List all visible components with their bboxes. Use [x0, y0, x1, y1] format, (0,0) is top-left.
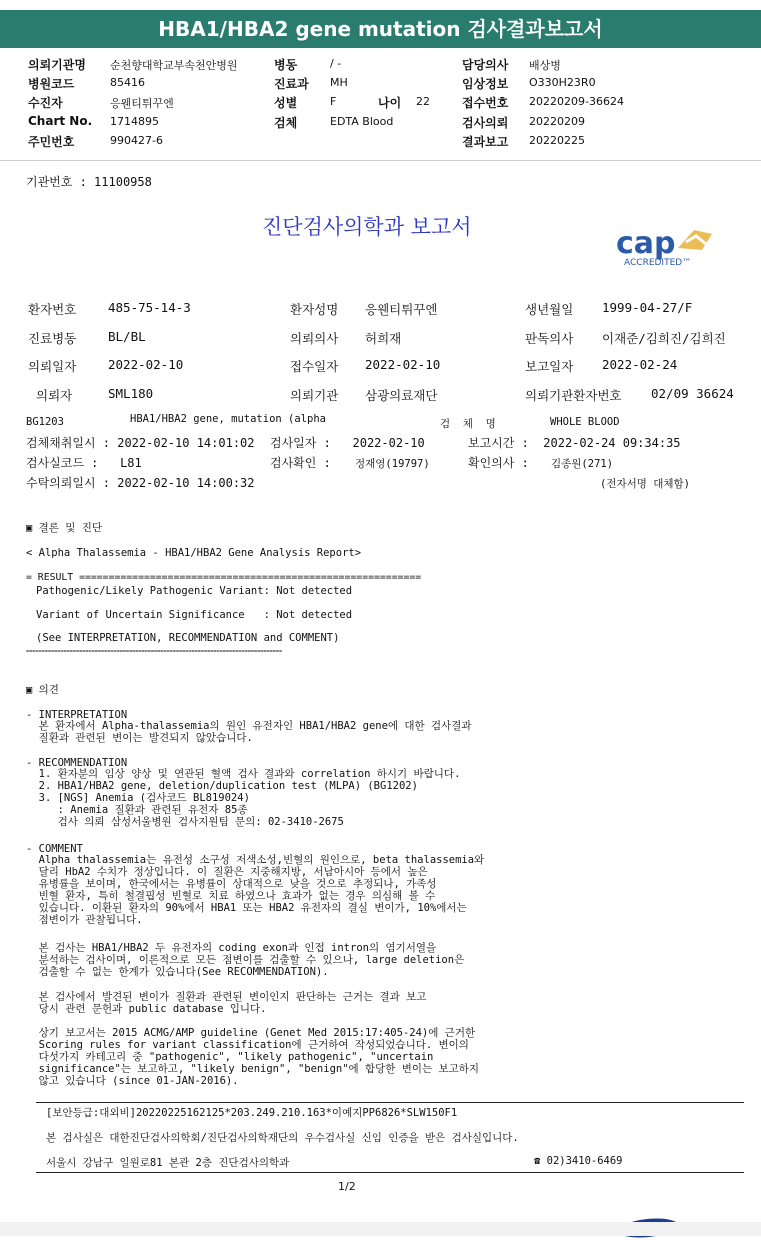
page-number: 1/2 — [338, 1180, 356, 1193]
test-confirm-value: 정재영(19797) — [355, 458, 430, 470]
text-line: 2. HBA1/HBA2 gene, deletion/duplication test (MLPA) (BG1202) — [26, 780, 418, 792]
patient-field-value: 허희재 — [365, 331, 402, 346]
text-line: 본 검사에서 발견된 변이가 질환과 관련된 변이인지 판단하는 근거는 결과 보고 — [26, 991, 427, 1003]
specimen-label: 검 체 명 — [440, 418, 496, 430]
patient-field-label: 의뢰기관 — [290, 388, 339, 403]
patient-field-value: 1999-04-27/F — [602, 300, 693, 315]
text-line: Scoring rules for variant classification에 근거하여 작성되었습니다. 변이의 — [26, 1039, 469, 1051]
header-value: 20220225 — [529, 134, 585, 147]
lab-phone: ☎ 02)3410-6469 — [534, 1155, 623, 1167]
cap-accredited-logo — [616, 222, 720, 268]
text-line: 검사 의뢰 삼성서울병원 검사지원팀 문의: 02-3410-2675 — [26, 816, 344, 828]
header-label: 임상정보 — [462, 77, 509, 91]
patient-field-label: 의뢰의사 — [290, 331, 339, 346]
certification-text: 본 검사실은 대한진단검사의학회/진단검사의학재단의 우수검사실 신임 인증을 받은 검사실입니다. — [46, 1132, 519, 1144]
text-line: 검출할 수 없는 한계가 있습니다(See RECOMMENDATION). — [26, 966, 329, 978]
patient-field-label: 생년월일 — [525, 302, 574, 317]
patient-field-label: 의뢰자 — [36, 388, 73, 403]
cap-logo-text: cap — [616, 226, 676, 261]
header-value: MH — [330, 76, 348, 89]
age-label: 나이 — [378, 96, 402, 110]
conclusion-heading: ▣ 결론 및 진단 — [26, 522, 103, 534]
lab-address: 서울시 강남구 일원로81 본관 2층 진단검사의학과 — [46, 1157, 290, 1169]
header-value: EDTA Blood — [330, 115, 394, 128]
patient-field-value: 2022-02-10 — [108, 357, 184, 372]
patient-field-label: 의뢰기관환자번호 — [525, 388, 622, 403]
institution-number: 기관번호 : 11100958 — [26, 175, 152, 189]
text-line: : Anemia 질환과 관련된 유전자 85종 — [26, 804, 248, 816]
lab-code: 검사실코드 : L81 — [26, 456, 142, 470]
patient-field-value: 2022-02-24 — [602, 357, 678, 372]
text-line: 1. 환자분의 임상 양상 및 연관된 혈액 검사 결과와 correlation 하시기 바랍니다. — [26, 768, 461, 780]
text-line: 질환과 관련된 변이는 발견되지 않았습니다. — [26, 732, 253, 744]
text-line: 본 환자에서 Alpha-thalassemia의 원인 유전자인 HBA1/HBA2 gene에 대한 검사결과 — [26, 720, 472, 732]
text-line: 유병률을 보이며, 한국에서는 유병률이 상대적으로 낮을 것으로 추정되나, 가족성 — [26, 878, 437, 890]
patient-field-label: 진료병동 — [28, 331, 77, 346]
header-label: 검체 — [274, 116, 298, 130]
header-label: 검사의뢰 — [462, 116, 509, 130]
report-title: 진단검사의학과 보고서 — [262, 215, 472, 239]
security-line: [보안등급:대외비]20220225162125*203.249.210.163*이예지PP6826*SLW150F1 — [46, 1107, 458, 1119]
header-value: O330H23R0 — [529, 76, 596, 89]
header-label: 병동 — [274, 58, 298, 72]
text-line: 점변이가 관찰됩니다. — [26, 914, 143, 926]
report-banner — [0, 0, 761, 56]
patient-field-label: 판독의사 — [525, 331, 574, 346]
collection-datetime: 검체채취일시 : 2022-02-10 14:01:02 — [26, 436, 255, 450]
header-label: 의뢰기관명 — [28, 58, 86, 72]
test-date: 검사일자 : 2022-02-10 — [270, 436, 425, 450]
recommendation-heading: - RECOMMENDATION — [26, 757, 128, 769]
patient-field-label: 보고일자 — [525, 359, 574, 374]
text-line: 빈혈 환자, 특히 철결핍성 빈혈로 치료 하였으나 효과가 없는 경우 의심해 볼 수 — [26, 890, 436, 902]
header-value: / - — [330, 57, 342, 70]
header-value: 1714895 — [110, 115, 159, 128]
header-label: 결과보고 — [462, 135, 509, 149]
header-label: 주민번호 — [28, 135, 75, 149]
header-label: 병원코드 — [28, 77, 75, 91]
banner-title: HBA1/HBA2 gene mutation 검사결과보고서 — [158, 17, 603, 41]
header-label: 담당의사 — [462, 58, 509, 72]
patient-field-value: BL/BL — [108, 329, 146, 344]
header-label: 성별 — [274, 96, 298, 110]
signature-note: (전자서명 대체함) — [600, 478, 690, 490]
result-end-line: ================================================================================== — [26, 649, 283, 655]
text-line: 상기 보고서는 2015 ACMG/AMP guideline (Genet Med 2015:17:405-24)에 근거한 — [26, 1027, 476, 1039]
confirm-doctor-value: 김종원(271) — [551, 458, 614, 470]
text-line: 3. [NGS] Anemia (검사코드 BL819024) — [26, 792, 250, 804]
test-confirm-label: 검사확인 : — [270, 456, 331, 470]
header-value: 배상병 — [529, 59, 561, 72]
cap-logo-sub: ACCREDITED™ — [624, 258, 692, 268]
header-value: 990427-6 — [110, 134, 163, 147]
text-line: 본 검사는 HBA1/HBA2 두 유전자의 coding exon과 인접 intron의 염기서열을 — [26, 942, 437, 954]
header-value: 20220209 — [529, 115, 585, 128]
header-label: 수진자 — [28, 96, 63, 110]
result-see: (See INTERPRETATION, RECOMMENDATION and COMMENT) — [36, 632, 340, 644]
text-line: 않고 있습니다 (since 01-JAN-2016). — [26, 1075, 239, 1087]
result-vus: Variant of Uncertain Significance : Not detected — [36, 609, 353, 621]
header-value: 85416 — [110, 76, 145, 89]
text-line: significance"는 보고하고, "likely benign", "benign"에 합당한 변이는 보고하지 — [26, 1063, 480, 1075]
header-value: 순천향대학교부속천안병원 — [110, 59, 238, 72]
header-label: 진료과 — [274, 77, 309, 91]
report-name: < Alpha Thalassemia - HBA1/HBA2 Gene Analysis Report> — [26, 547, 362, 559]
patient-field-label: 환자성명 — [290, 302, 339, 317]
test-name: HBA1/HBA2 gene, mutation (alpha — [130, 413, 326, 425]
interpretation-heading: - INTERPRETATION — [26, 709, 128, 721]
text-line: 분석하는 검사이며, 이론적으로 모든 점변이를 검출할 수 있으나, large deletion은 — [26, 954, 465, 966]
patient-field-label: 의뢰일자 — [28, 359, 77, 374]
patient-field-value: 삼광의료재단 — [365, 388, 438, 403]
page-footer-bar — [0, 1222, 761, 1236]
result-line: = RESULT ========================================================== — [26, 572, 422, 583]
consign-datetime: 수탁의뢰일시 : 2022-02-10 14:00:32 — [26, 476, 255, 490]
confirm-doctor-label: 확인의사 : — [468, 456, 529, 470]
text-line: 당시 관련 문헌과 public database 입니다. — [26, 1003, 267, 1015]
patient-field-value: 응웬티튀꾸엔 — [365, 302, 438, 317]
text-line: Alpha thalassemia는 유전성 소구성 저색소성,빈혈의 원인으로, beta thalassemia와 — [26, 854, 485, 866]
opinion-heading: ▣ 의견 — [26, 684, 59, 696]
header-label: 접수번호 — [462, 96, 509, 110]
patient-field-value: 2022-02-10 — [365, 357, 441, 372]
test-code: BG1203 — [26, 416, 64, 428]
patient-field-value: 02/09 36624 — [651, 386, 734, 401]
patient-field-value: 485-75-14-3 — [108, 300, 191, 315]
header-divider — [0, 160, 761, 161]
text-line: 있습니다. 이환된 환자의 90%에서 HBA1 또는 HBA2 유전자의 결실 변이가, 10%에서는 — [26, 902, 467, 914]
comment-heading: - COMMENT — [26, 843, 83, 855]
samsung-hospital-logo — [608, 1198, 746, 1220]
header-value: F — [330, 95, 337, 108]
age-value: 22 — [416, 95, 430, 108]
patient-field-value: 이재준/김희진/김희진 — [602, 331, 726, 346]
footer-divider-top — [36, 1102, 744, 1103]
report-time: 보고시간 : 2022-02-24 09:34:35 — [468, 436, 681, 450]
header-label: Chart No. — [28, 114, 93, 128]
text-line: 달리 HbA2 수치가 정상입니다. 이 질환은 지중해지방, 서남아시아 등에서 높은 — [26, 866, 428, 878]
result-plp: Pathogenic/Likely Pathogenic Variant: Not detected — [36, 585, 353, 597]
header-value: 20220209-36624 — [529, 95, 624, 108]
footer-divider-bottom — [36, 1172, 744, 1173]
header-value: 응웬티튀꾸엔 — [110, 97, 174, 110]
patient-field-value: SML180 — [108, 386, 154, 401]
patient-field-label: 접수일자 — [290, 359, 339, 374]
specimen-value: WHOLE BLOOD — [550, 416, 620, 428]
text-line: 다섯가지 카테고리 중 "pathogenic", "likely pathogenic", "uncertain — [26, 1051, 434, 1063]
patient-field-label: 환자번호 — [28, 302, 77, 317]
